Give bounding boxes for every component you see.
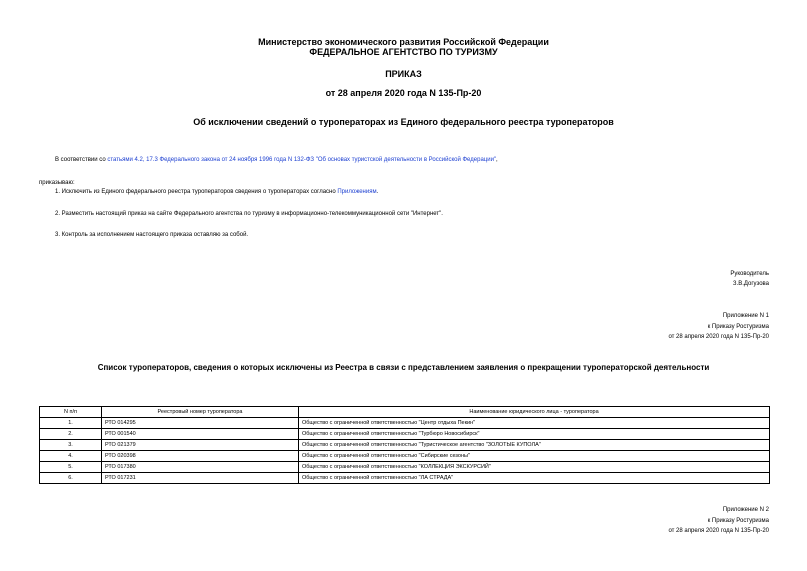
table-header-row bbox=[40, 407, 770, 418]
row-registry-number: РТО 017231 bbox=[102, 473, 299, 484]
order-item-2: 2. Разместить настоящий приказ на сайте Федерального агентства по туризму в информационно-телекоммуникационной сети "Интернет". bbox=[55, 211, 443, 217]
row-number: 3. bbox=[40, 440, 102, 451]
row-registry-number: РТО 021379 bbox=[102, 440, 299, 451]
row-registry-number: РТО 017380 bbox=[102, 462, 299, 473]
document-subject: Об исключении сведений о туроператорах из Единого федерального реестра туроператоров bbox=[193, 117, 614, 127]
preamble-prefix: В соответствии со bbox=[55, 157, 108, 163]
signature-position: Руководитель bbox=[730, 271, 769, 277]
ministry-title: Министерство экономического развития Российской Федерации bbox=[258, 37, 549, 47]
row-company-name: Общество с ограниченной ответственностью "Сибирские сезоны" bbox=[299, 451, 770, 462]
appendix1-label: Приложение N 1 bbox=[722, 313, 769, 319]
list-title: Список туроператоров, сведения о которых исключены из Реестра в связи с представлением заявления о прекращении туроператорской деятельности bbox=[97, 363, 710, 372]
row-number: 1. bbox=[40, 418, 102, 429]
table-row bbox=[40, 473, 770, 484]
appendix2-date: от 28 апреля 2020 года N 135-Пр-20 bbox=[668, 528, 769, 534]
header-registry-number: Реестровый номер туроператора bbox=[102, 407, 299, 418]
table-row bbox=[40, 429, 770, 440]
table-row bbox=[40, 451, 770, 462]
item1-suffix: . bbox=[376, 189, 379, 195]
row-company-name: Общество с ограниченной ответственностью "Туристическое агентство "ЗОЛОТЫЕ КУПОЛА" bbox=[299, 440, 770, 451]
order-item-3: 3. Контроль за исполнением настоящего приказа оставляю за собой. bbox=[55, 232, 249, 238]
signature-name: З.В.Догузова bbox=[732, 281, 769, 287]
row-company-name: Общество с ограниченной ответственностью "Центр отдыха Пекин" bbox=[299, 418, 770, 429]
table-row bbox=[40, 440, 770, 451]
header-number: N п/п bbox=[40, 407, 102, 418]
table-row bbox=[40, 462, 770, 473]
document-date-number: от 28 апреля 2020 года N 135-Пр-20 bbox=[325, 88, 482, 98]
row-registry-number: РТО 020398 bbox=[102, 451, 299, 462]
row-company-name: Общество с ограниченной ответственностью "Турбюро Новосибирск" bbox=[299, 429, 770, 440]
row-company-name: Общество с ограниченной ответственностью "ЛА СТРАДА" bbox=[299, 473, 770, 484]
row-number: 5. bbox=[40, 462, 102, 473]
appendices-link[interactable]: Приложениям bbox=[337, 189, 377, 195]
appendix1-date: от 28 апреля 2020 года N 135-Пр-20 bbox=[668, 334, 769, 340]
tour-operators-table bbox=[39, 406, 770, 484]
item1-text: 1. Исключить из Единого федерального реестра туроператоров сведения о туроператорах согласно bbox=[55, 189, 338, 195]
appendix1-order-ref: к Приказу Ростуризма bbox=[707, 324, 769, 330]
header-company-name: Наименование юридического лица - туроператора bbox=[299, 407, 770, 418]
order-word: приказываю: bbox=[39, 180, 75, 186]
row-company-name: Общество с ограниченной ответственностью "КОЛЛЕКЦИЯ ЭКСКУРСИЙ" bbox=[299, 462, 770, 473]
preamble bbox=[55, 156, 498, 164]
appendix2-order-ref: к Приказу Ростуризма bbox=[707, 518, 769, 524]
agency-title: ФЕДЕРАЛЬНОЕ АГЕНТСТВО ПО ТУРИЗМУ bbox=[309, 47, 498, 57]
law-link[interactable]: статьями 4.2, 17.3 Федерального закона от 24 ноября 1996 года N 132-ФЗ "Об основах туристской деятельности в Российской Федерации" bbox=[107, 157, 497, 163]
table-row bbox=[40, 418, 770, 429]
document-type: ПРИКАЗ bbox=[385, 69, 422, 79]
preamble-suffix: , bbox=[496, 157, 498, 163]
row-number: 4. bbox=[40, 451, 102, 462]
row-number: 6. bbox=[40, 473, 102, 484]
order-item-1 bbox=[55, 188, 378, 196]
row-number: 2. bbox=[40, 429, 102, 440]
row-registry-number: РТО 014295 bbox=[102, 418, 299, 429]
appendix2-label: Приложение N 2 bbox=[722, 507, 769, 513]
row-registry-number: РТО 001540 bbox=[102, 429, 299, 440]
